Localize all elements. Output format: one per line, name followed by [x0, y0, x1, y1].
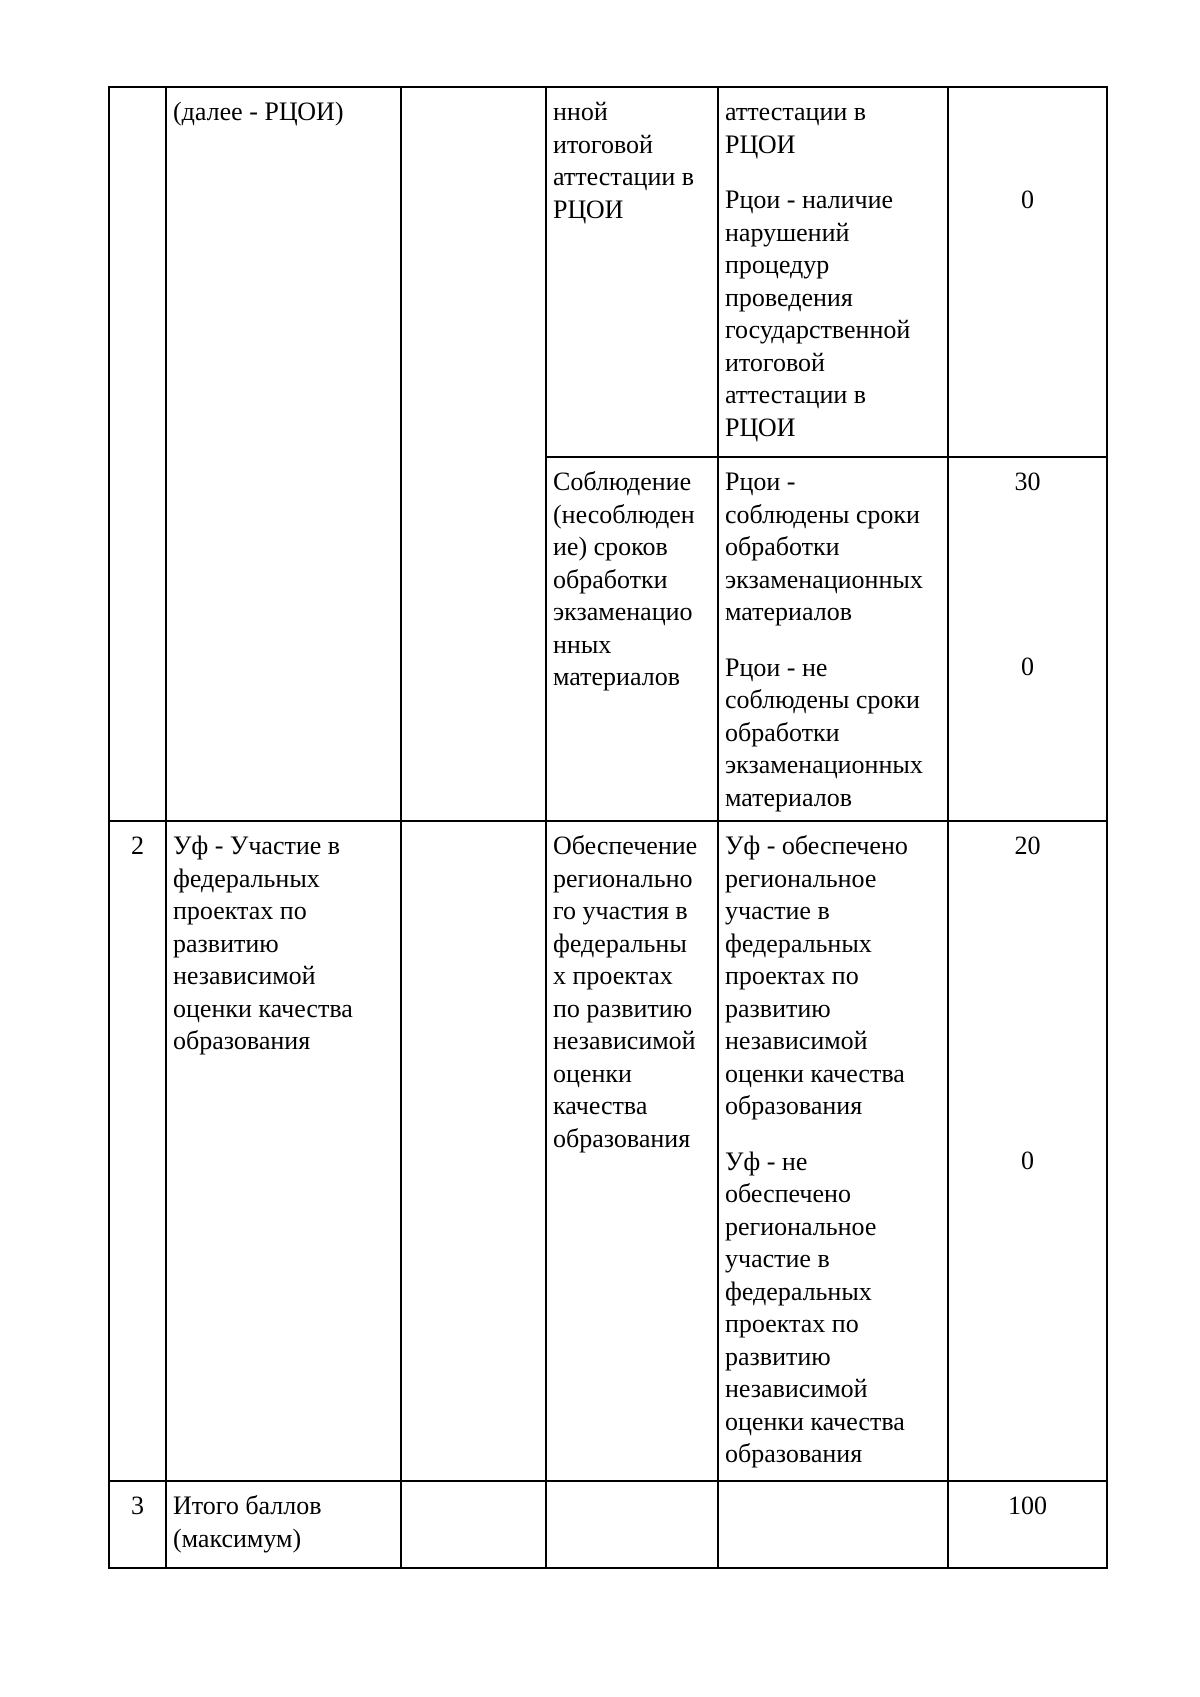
- empty-cell: [401, 1481, 546, 1568]
- indicator-name-cell: [166, 1481, 401, 1568]
- criteria-table: [108, 86, 1108, 1569]
- empty-cell: [546, 1481, 718, 1568]
- criterion-text: Обеспечение регионально го участия в федеральны х проектах по развитию независимой оценки качества образования: [553, 831, 698, 1153]
- points-value: [955, 96, 1100, 161]
- conditions-cell: [718, 457, 948, 821]
- indicator-name: (далее - РЦОИ): [173, 97, 344, 126]
- points-cell: [948, 821, 1107, 1481]
- total-points: 100: [1008, 1491, 1047, 1520]
- points-value: 20: [1014, 831, 1041, 860]
- row-number-cell: [109, 1481, 166, 1568]
- empty-cell: [401, 87, 546, 821]
- points-value: 0: [1021, 185, 1034, 214]
- condition-text: Рцои - наличие нарушений процедур проведения государственной итоговой аттестации в РЦОИ: [725, 185, 911, 442]
- row-number-cell: [109, 821, 166, 1481]
- empty-cell: [401, 821, 546, 1481]
- indicator-name-cell: [166, 87, 401, 821]
- points-cell: [948, 87, 1107, 457]
- row-number: 2: [131, 831, 144, 860]
- points-value: 0: [1021, 652, 1034, 681]
- table-row-2: [109, 821, 1107, 1481]
- points-value: 30: [1014, 467, 1041, 496]
- criterion-cell: [546, 87, 718, 457]
- criterion-text: нной итоговой аттестации в РЦОИ: [553, 97, 695, 224]
- table-row-3: [109, 1481, 1107, 1568]
- points-cell: [948, 1481, 1107, 1568]
- criterion-text: Соблюдение (несоблюден ие) сроков обработки экзаменацио нных материалов: [553, 467, 695, 691]
- condition-text: Рцои - соблюдены сроки обработки экзаменационных материалов: [725, 467, 923, 626]
- condition-text: аттестации в РЦОИ: [725, 97, 867, 159]
- indicator-name-cell: [166, 821, 401, 1481]
- points-value: 0: [1021, 1146, 1034, 1175]
- table-row-continued-a: [109, 87, 1107, 457]
- empty-cell: [718, 1481, 948, 1568]
- indicator-name: Итого баллов (максимум): [173, 1491, 322, 1553]
- row-number-cell: [109, 87, 166, 821]
- conditions-cell: [718, 87, 948, 457]
- criterion-cell: [546, 821, 718, 1481]
- criterion-cell: [546, 457, 718, 821]
- condition-text: Рцои - не соблюдены сроки обработки экзаменационных материалов: [725, 652, 923, 812]
- condition-text: Уф - обеспечено региональное участие в федеральных проектах по развитию независимой оценки качества образования: [725, 831, 908, 1120]
- condition-text: Уф - не обеспечено региональное участие в федеральных проектах по развитию независимой оценки качества образования: [725, 1146, 905, 1468]
- conditions-cell: [718, 821, 948, 1481]
- indicator-name: Уф - Участие в федеральных проектах по развитию независимой оценки качества образования: [173, 831, 353, 1055]
- points-cell: [948, 457, 1107, 821]
- row-number: 3: [131, 1491, 144, 1520]
